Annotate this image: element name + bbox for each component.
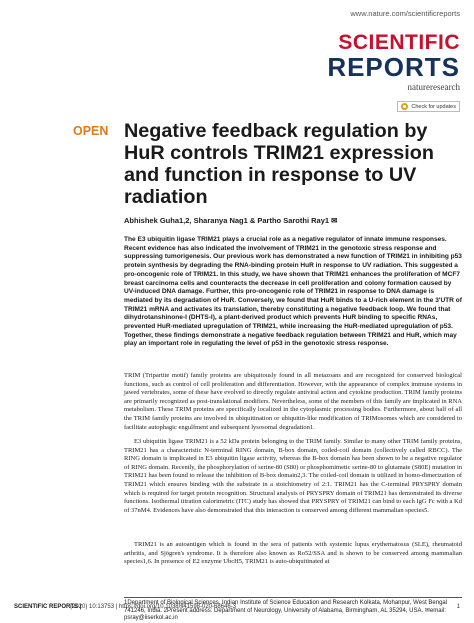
article-title: Negative feedback regulation by HuR controls TRIM21 expression and function in response to UV radiation (124, 120, 434, 208)
check-updates-label: Check for updates (411, 103, 456, 110)
footer-journal: SCIENTIFIC REPORTS | (14, 604, 82, 610)
open-access-badge: OPEN (73, 124, 109, 138)
abstract: The E3 ubiquitin ligase TRIM21 plays a crucial role as a negative regulator of innate immune responses. Recent evidence has also indicated the involvement of TRIM21 in the genotoxic stress response and suppressing tumorigenesis. Our previous work has demonstrated a new function of TRIM21 in inhibiting p53 protein synthesis by degrading the RNA-binding protein HuR in response to UV radiation. This suggested a pro-oncogenic role of TRIM21. In this study, we have shown that TRIM21 enhances the proliferation of MCF7 breast carcinoma cells and counteracts the decrease in cell proliferation and colony formation caused by UV-induced DNA damage. Further, this pro-oncogenic role of TRIM21 in response to DNA damage is mediated by its degradation of HuR. Conversely, we found that HuR binds to a U-rich element in the 3'UTR of TRIM21 mRNA and activates its translation, thereby constituting a negative feedback loop. We found that dihydrotanshinone-I (DHTS-I), a plant-derived product which prevents HuR binding to specific RNAs, prevented HuR-mediated upregulation of TRIM21, while increasing the HuR-mediated upregulation of p53. Together, these findings demonstrate a negative feedback regulation between TRIM21 and HuR, which may play an important role in regulating the level of p53 in the genotoxic stress response. (124, 236, 462, 348)
brand-logo-line2: REPORTS (327, 52, 460, 82)
check-updates-icon (401, 103, 408, 110)
brand-logo-line1: SCIENTIFIC (338, 31, 460, 54)
check-updates-button[interactable] (397, 101, 460, 112)
page-number: 1 (456, 604, 460, 610)
journal-url[interactable]: www.nature.com/scientificreports (350, 9, 460, 18)
author-list[interactable]: Abhishek Guha1,2, Sharanya Nag1 & Partho Sarothi Ray1 ✉ (124, 216, 338, 225)
publisher-logo: natureresearch (407, 82, 460, 92)
affiliation-divider (124, 597, 462, 598)
body-paragraph-1: TRIM (Tripartite motif) family proteins are ubiquitously found in all metazoans and are recognized for conserved biological functions, such as control of cell proliferation and differentiation. However, with the appearance of complex immune systems in jawed vertebrates, some of these have evolved to directly regulate antiviral action and cytokine production. TRIM family proteins are primarily recognized as post-translational modifiers. Nevertheless, some of the members of this family are implicated in RNA metabolism. These TRIM proteins are specifically localized in the cytoplasmic processing bodies. Furthermore, about half of all the TRIM family proteins are involved in ubiquitination or ubiquitin-like modification of TRIMosomes which are considered to facilitate autophagic engulfment and subsequent lysosomal degradation1. (124, 372, 462, 431)
footer-doi[interactable]: (2020) 10:13753 | https://doi.org/10.1038/s41598-020-68646-3 (70, 604, 237, 610)
body-paragraph-2: E3 ubiquitin ligase TRIM21 is a 52 kDa protein belonging to the TRIM family. Similar to many other TRIM family proteins, TRIM21 has a characteristic N-terminal RING domain, B-box domain, coiled-coil domain (collectively called RBCC). The RING domain is implicated in E3 ubiquitin ligase activity, whereas the B-box domain has been shown to be a negative regulator of RING domain. Recently, the phosphorylation of serine-80 (S80) or phosphomimetic serine-80 to glutamate (S80E) mutation in TRIM21 has been found to release the inhibition of B-box domain2,3. The coiled-coil domain is utilized in homo-dimerization of TRIM21 which ensures binding with the substrate in a stoichiometry of 2:1. TRIM21 has the C-terminal PRYSPRY domain which is required for target protein recognition. Structural analysis of PRYSPRY domain of TRIM21 has demonstrated its diverse functions. Isothermal titration calorimetric (ITC) study has showed that PRYSPRY of TRIM21 can bind to each IgG Fc with a Kd of 37nM4. Evidences have also demonstrated that this interaction is conserved among different mammalian species5. (124, 438, 462, 514)
affiliations: 1Department of Biological Sciences, Indian Institute of Science Education and Research Kolkata, Mohanpur, West Bengal 741246, India. 2Present address: Department of Neurology, University of Alabama, Birmingham, AL 35294, USA. ✉email: psray@iiserkol.ac.in (124, 600, 448, 622)
body-paragraph-3: TRIM21 is an autoantigen which is found in the sera of patients with systemic lupus erythematosus (SLE), rheumatoid arthritis, and Sjögren's syndrome. It is therefore also known as Ro52/SSA and is shown to be conserved among mammalian species1,6. In presence of E2 enzyme UbcH5, TRIM21 is auto-ubiquitinated at (124, 541, 462, 566)
